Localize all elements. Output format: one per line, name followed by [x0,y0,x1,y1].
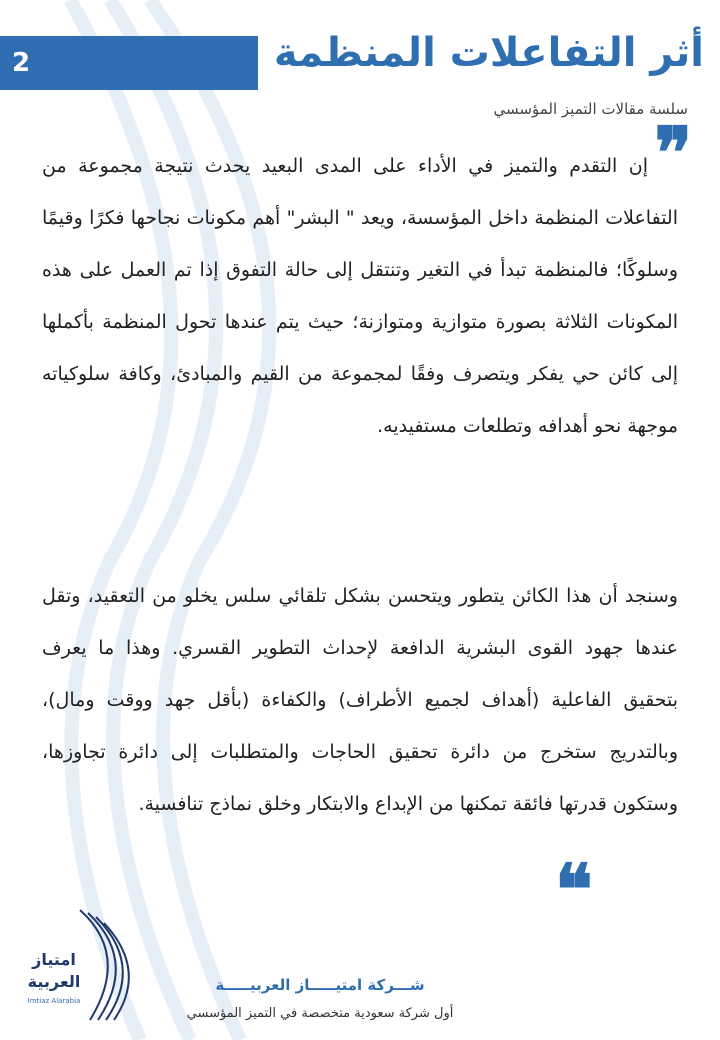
svg-text:Imtiaz Alarabia: Imtiaz Alarabia [27,997,81,1005]
closing-quote-icon: ❝ [555,848,593,931]
page-number-badge [0,36,258,90]
article-paragraph-1: إن التقدم والتميز في الأداء على المدى البعيد يحدث نتيجة مجموعة من التفاعلات المنظمة داخل المؤسسة، ويعد " البشر" أهم مكونات نجاحها فكرًا وقيمًا وسلوكًا؛ فالمنظمة تبدأ في التغير وتنتقل إلى حالة التفوق إذا تم العمل على هذه المكونات الثلاثة بصورة متوازية ومتوازنة؛ حيث يتم عندها تحول المنظمة بأكملها إلى كائن حي يفكر ويتصرف وفقًا لمجموعة من القيم والمبادئ، وكافة سلوكياته موجهة نحو أهدافه وتطلعات مستفيديه. [42,155,678,437]
page-number: 2 [12,48,31,78]
company-logo [20,905,130,1025]
svg-text:امتياز: امتياز [32,950,76,969]
series-subtitle: سلسة مقالات التميز المؤسسي [493,100,688,118]
company-name: شـــركة امتيـــــاز العربيـــــة [215,976,425,994]
article-paragraph-2: وسنجد أن هذا الكائن يتطور ويتحسن بشكل تلقائي سلس يخلو من التعقيد، وتقل عندها جهود القوى البشرية الدافعة لإحداث التطوير القسري. وهذا ما يعرف بتحقيق الفاعلية (أهداف لجميع الأطراف) والكفاءة (بأقل جهد ووقت ومال)، وبالتدريج ستخرج من دائرة تحقيق الحاجات والمتطلبات إلى دائرة تجاوزها، وستكون قدرتها فائقة تمكنها من الإبداع والابتكار وخلق نماذج تنافسية. [42,585,678,815]
opening-quote-icon: ❞ [654,111,692,194]
svg-text:العربية: العربية [27,972,81,991]
article-title: أثر التفاعلات المنظمة .. [229,30,704,76]
company-tagline: أول شركة سعودية متخصصة في التميز المؤسسي [186,1006,454,1021]
